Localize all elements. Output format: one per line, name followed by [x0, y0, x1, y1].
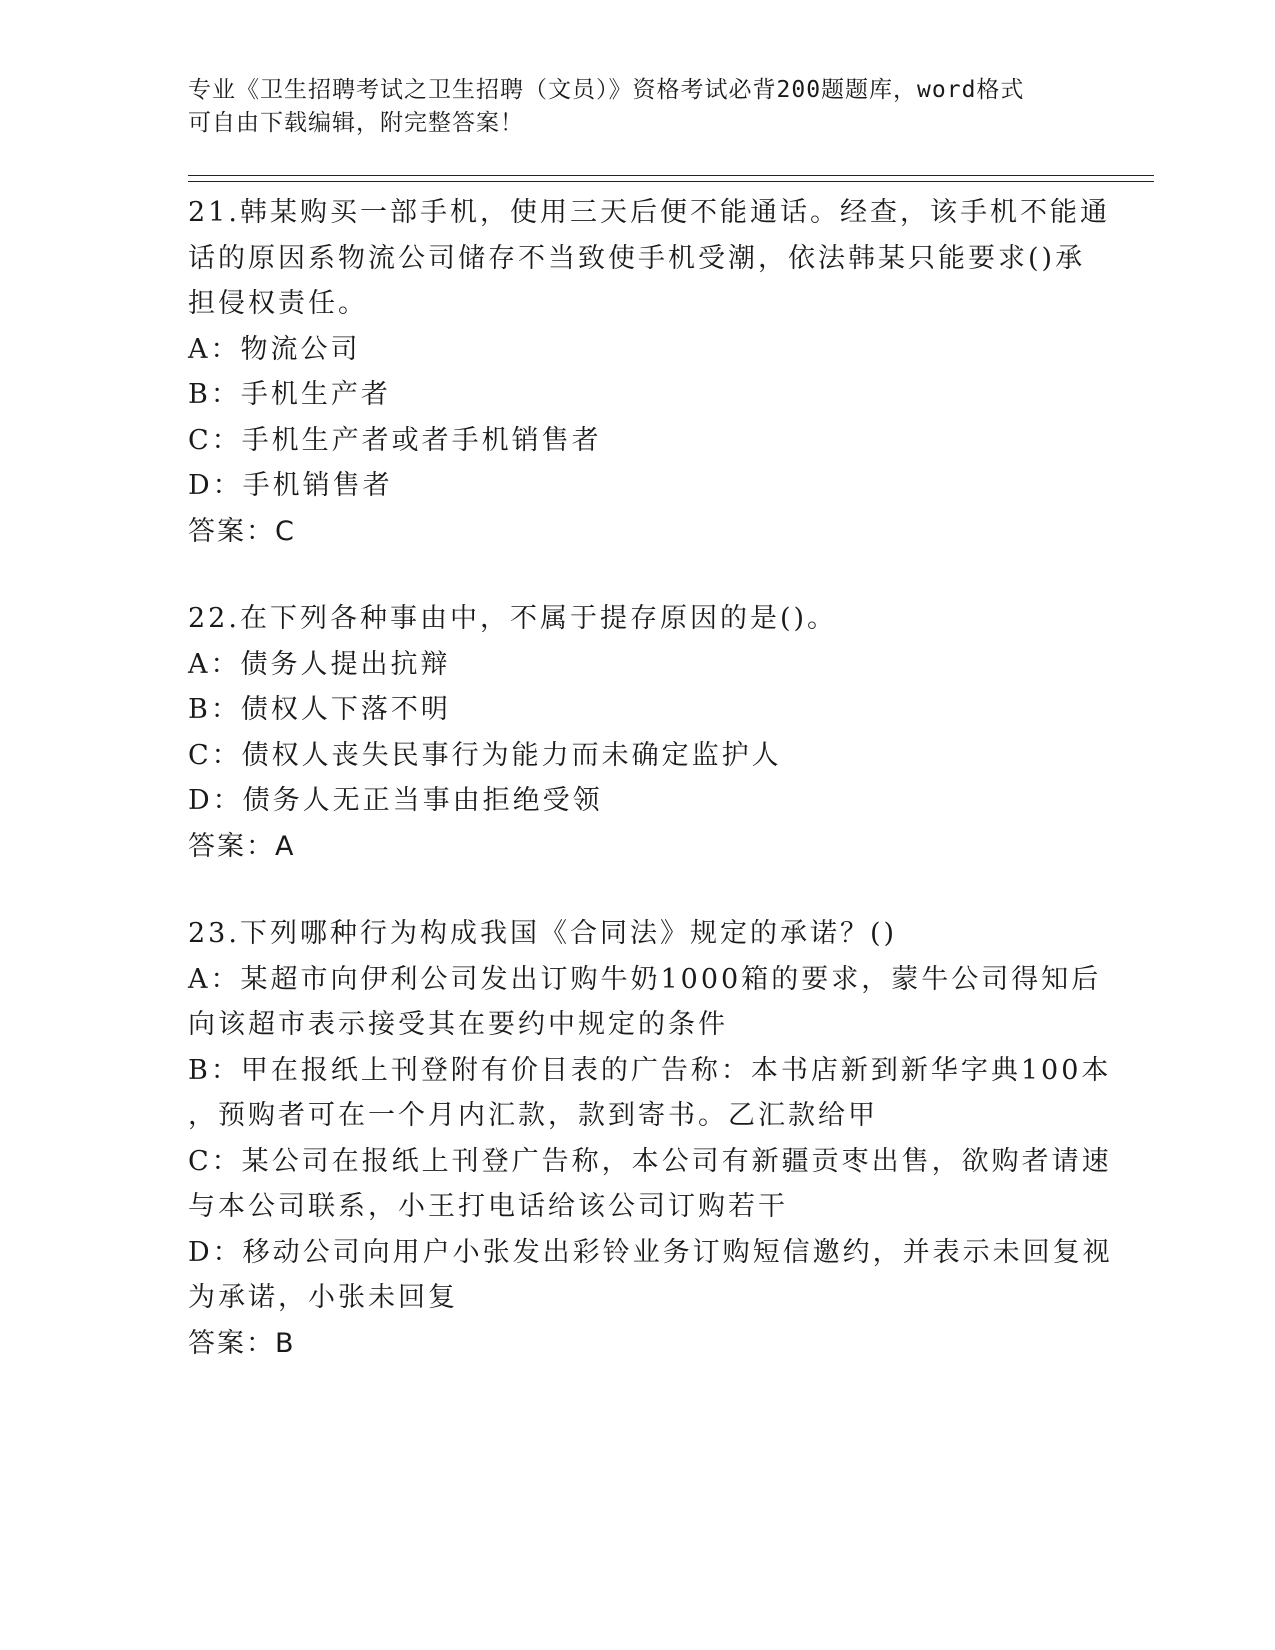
option-b: B：手机生产者 — [188, 379, 391, 410]
option-b: B：债权人下落不明 — [188, 694, 451, 725]
question-stem-line: 22.在下列各种事由中，不属于提存原因的是()。 — [188, 603, 838, 634]
option-b: B：甲在报纸上刊登附有价目表的广告称：本书店新到新华字典100本 — [188, 1054, 1112, 1086]
option-c-continued: 与本公司联系，小王打电话给该公司订购若干 — [188, 1191, 788, 1222]
option-a: A：某超市向伊利公司发出订购牛奶1000箱的要求，蒙牛公司得知后 — [188, 963, 1102, 995]
option-c: C：手机生产者或者手机销售者 — [188, 424, 602, 456]
option-d: D：移动公司向用户小张发出彩铃业务订购短信邀约，并表示未回复视 — [188, 1236, 1113, 1268]
header-divider-top — [188, 175, 1154, 176]
question-stem-line: 23.下列哪种行为构成我国《合同法》规定的承诺？() — [188, 918, 898, 949]
option-c: C：债权人丧失民事行为能力而未确定监护人 — [188, 739, 782, 771]
question-stem-line: 担侵权责任。 — [188, 288, 368, 319]
question-stem-line: 话的原因系物流公司储存不当致使手机受潮，依法韩某只能要求()承 — [188, 242, 1086, 274]
option-d-continued: 为承诺，小张未回复 — [188, 1282, 458, 1313]
option-c: C：某公司在报纸上刊登广告称，本公司有新疆贡枣出售，欲购者请速 — [188, 1145, 1112, 1177]
option-a: A：债务人提出抗辩 — [188, 648, 451, 680]
question-23 — [188, 911, 1113, 1366]
option-d: D：债务人无正当事由拒绝受领 — [188, 785, 603, 816]
question-22 — [188, 596, 1088, 869]
option-b-continued: ，预购者可在一个月内汇款，款到寄书。乙汇款给甲 — [188, 1100, 878, 1131]
answer-label: 答案：B — [188, 1327, 296, 1359]
answer-label: 答案：C — [188, 515, 296, 547]
header-line-1: 专业《卫生招聘考试之卫生招聘（文员）》资格考试必背200题题库，word格式 — [188, 77, 1025, 103]
question-stem-line: 21.韩某购买一部手机，使用三天后便不能通话。经查，该手机不能通 — [188, 197, 1110, 228]
option-a-continued: 向该超市表示接受其在要约中规定的条件 — [188, 1009, 728, 1040]
answer-label: 答案：A — [188, 830, 296, 862]
header-line-2: 可自由下载编辑，附完整答案！ — [188, 110, 524, 136]
question-list — [188, 190, 1113, 1408]
option-d: D：手机销售者 — [188, 470, 393, 501]
document-header — [188, 74, 1068, 140]
option-a: A：物流公司 — [188, 333, 361, 365]
header-divider-bottom — [188, 181, 1154, 182]
question-21 — [188, 190, 1110, 554]
